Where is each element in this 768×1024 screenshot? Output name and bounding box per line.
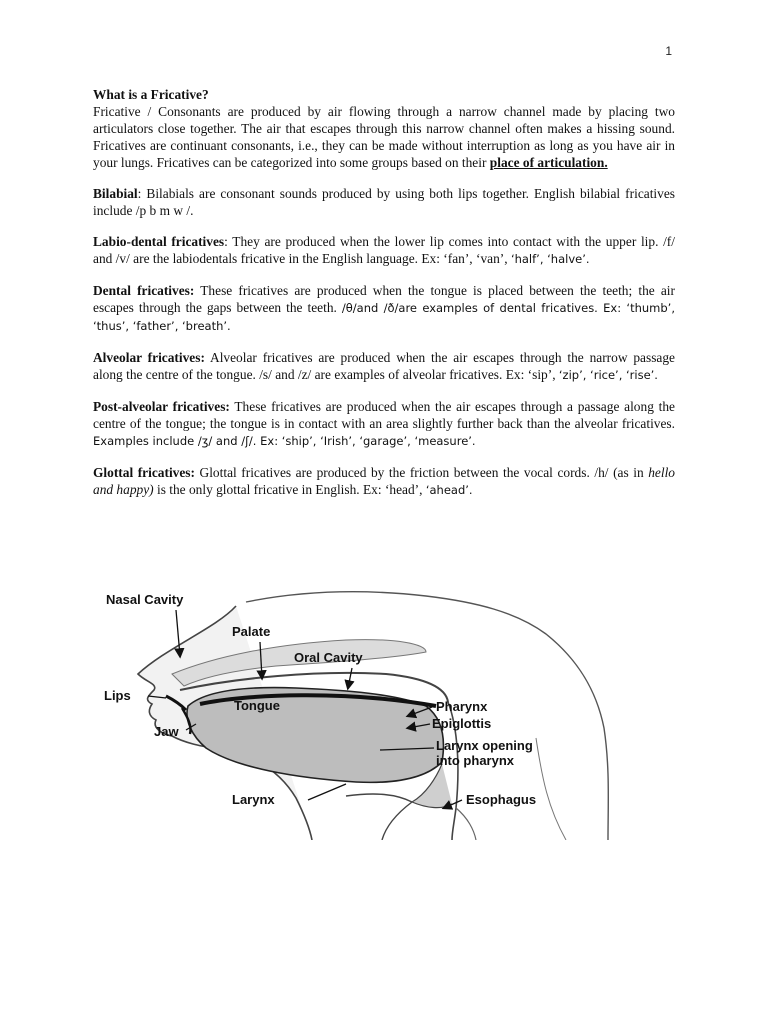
alveolar-title: Alveolar fricatives: [93,350,205,365]
label-esophagus: Esophagus [466,792,537,807]
label-larynx-opening-line2: into pharynx [436,753,515,768]
arrow-larynx [308,784,346,800]
bilabial-paragraph [93,185,675,219]
intro-heading: What is a Fricative? [93,87,209,102]
labiodental-paragraph [93,233,675,268]
dental-paragraph [93,282,675,335]
alveolar-examples: ‘zip’, ‘rice’, ‘rise’. [558,368,658,382]
glottal-title: Glottal fricatives: [93,465,195,480]
page-number: 1 [665,44,672,58]
label-larynx: Larynx [232,792,275,807]
labiodental-text: : They are produced when the lower lip comes into contact with the upper lip. /f/ and /v/ are the labiodentals fricative in the English language. Ex: ‘fan’, ‘van’, [93,234,675,266]
arrow-oral-cavity [348,668,352,688]
postalveolar-text: These fricatives are produced when the air escapes through a passage along the centre of the tongue; the tongue is in contact with an area slightly further back than the alveolar fricatives. [93,399,675,431]
place-of-articulation-link: place of articulation. [489,155,608,170]
label-pharynx: Pharynx [436,699,488,714]
vocal-tract-svg [96,578,636,840]
dental-examples: /θ/and /ð/are examples of dental fricatives. Ex: ‘thumb’, ‘thus’, ‘father’, ‘breath’. [93,301,675,333]
label-epiglottis: Epiglottis [432,716,492,731]
vocal-tract-diagram [96,578,636,840]
document-body [93,86,675,513]
alveolar-paragraph [93,349,675,384]
label-tongue: Tongue [234,698,280,713]
neck-back-line [536,738,566,840]
bilabial-title: Bilabial [93,186,138,201]
labiodental-title: Labio-dental fricatives [93,234,225,249]
glottal-italic: hello and happy) [93,465,675,497]
esophagus-shape [456,808,476,840]
label-jaw: Jaw [154,724,179,739]
postalveolar-title: Post-alveolar fricatives: [93,399,230,414]
bilabial-text: : Bilabials are consonant sounds produced by using both lips together. English bilabial fricatives include /p b m w /. [93,186,675,218]
labiodental-examples: ‘half’, ‘halve’. [510,252,590,266]
glottal-paragraph [93,464,675,499]
label-palate: Palate [232,624,271,639]
postalveolar-paragraph [93,398,675,450]
alveolar-text: Alveolar fricatives are produced when the air escapes through the narrow passage along the centre of the tongue. /s/ and /z/ are examples of alveolar fricatives. Ex: ‘sip’, [93,350,675,382]
label-oral-cavity: Oral Cavity [294,650,363,665]
dental-text: These fricatives are produced when the tongue is placed between the teeth; the air escapes through the gaps between the teeth. [93,283,675,315]
label-nasal-cavity: Nasal Cavity [106,592,184,607]
postalveolar-examples: Examples include /ʒ/ and /ʃ/. Ex: ‘ship’, ‘Irish’, ‘garage’, ‘measure’. [93,434,476,448]
larynx-shape [346,794,412,840]
intro-text: Fricative / Consonants are produced by air flowing through a narrow channel made by placing two articulators close together. The air that escapes through this narrow channel often makes a hissing sound. Fricatives are continuant consonants, i.e., they can be made without interruption as long as you have air in your lungs. Fricatives can be categorized into some groups based on their [93,104,675,170]
dental-title: Dental fricatives: [93,283,195,298]
glottal-examples: ‘ahead’. [425,483,473,497]
intro-paragraph [93,86,675,171]
glottal-text-b: is the only glottal fricative in English. Ex: ‘head’, [153,482,426,497]
label-lips: Lips [104,688,131,703]
glottal-text-a: Glottal fricatives are produced by the friction between the vocal cords. /h/ (as in [194,465,649,480]
label-larynx-opening-line1: Larynx opening [436,738,533,753]
